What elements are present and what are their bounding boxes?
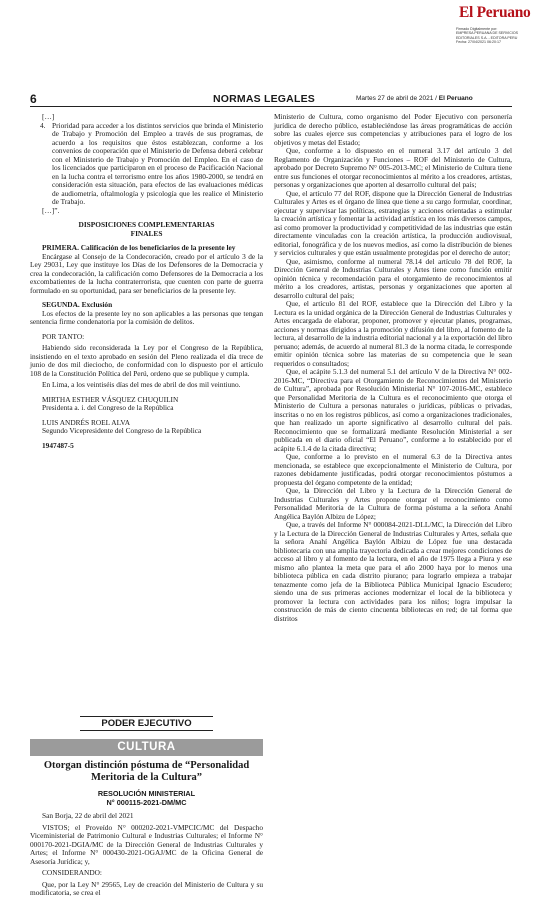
paragraph: Que, asimismo, conforme al numeral 78.14 del artículo 78 del ROF, la Dirección General de Industrias Culturales y Artes tiene como función emitir opinión técnica y recomendación para el otorgamiento de reconocimientos al mérito a los creadores, artistas, personas y organizaciones que aporten al desarrollo cultural del país; xyxy=(274,256,512,300)
considerando-paragraph: Que, por la Ley N° 29565, Ley de creación del Ministerio de Cultura y su modificatoria, se crea el xyxy=(30,879,263,897)
paragraph: Que, a través del Informe N° 000084-2021-DLL/MC, la Dirección del Libro y la Lectura de la Dirección General de Industrias Culturales y Artes, señala que la señora Anahí Angélica Baylón Albizu de López fue una destacada bibliotecaria con una amplia trayectoria dedicada a crear mejores condiciones de acceso al libro y al fomento de la lectura, en el año de 1975 llega a Piura y ese mismo año plantea la meta que para el año 2000 haya por lo menos una biblioteca pública en cada distrito piurano; para lograrlo empieza a trabajar tenazmente como jefa de la Biblioteca Pública Municipal Ignacio Escudero; siendo una de sus primeras acciones modernizar el local de la biblioteca y promover la lectura con actividades para los niños; logra impulsar la construcción de más de ciento cincuenta bibliotecas en red; de tal forma que distritos xyxy=(274,520,512,623)
resolution-type: RESOLUCIÓN MINISTERIAL xyxy=(97,789,196,798)
signature-line: Fecha: 27/04/2021 06:20:17 xyxy=(456,40,501,45)
article-date: San Borja, 22 de abril del 2021 xyxy=(42,811,134,820)
segunda-text: Los efectos de la presente ley no son aplicables a las personas que tengan sentencia firme condenatoria por la comisión de delitos. xyxy=(30,308,263,326)
issue-date xyxy=(356,95,473,102)
dispositions-heading: DISPOSICIONES COMPLEMENTARIAS xyxy=(78,220,215,229)
signatory-name-1: MIRTHA ESTHER VÁSQUEZ CHUQUILIN xyxy=(42,394,179,404)
signature-line: Firmado Digitalmente por: xyxy=(456,27,498,31)
paragraph: Ministerio de Cultura, como organismo del Poder Ejecutivo con personería jurídica de derecho público, estableciéndose las áreas programáticas de acción sobre las cuales ejerce sus competencias y atribuciones para el logro de los objetivos y metas del Estado; xyxy=(274,112,512,147)
primera-text: Encárgase al Consejo de la Condecoración, creado por el artículo 3 de la Ley 29031, Ley que instituye los Días de los Defensores de la Democracia y crea la condecoración, la calificación como Defensores de la Democracia a los excombatientes de la lucha contraterrorista, que cuenten con parte de guerra formulado en su oportunidad, para ser beneficiarios de la presente ley. xyxy=(30,251,263,295)
right-column xyxy=(274,113,512,623)
left-column xyxy=(30,113,263,450)
cultura-section-band: CULTURA xyxy=(30,739,263,756)
article-title: Otorgan distinción póstuma de “Personalidad Meritoria de la Cultura” xyxy=(43,760,250,783)
signatory-role-2: Segundo Vicepresidente del Congreso de la República xyxy=(42,426,202,435)
por-tanto-label: POR TANTO: xyxy=(42,331,85,341)
paragraph: Que, el artículo 81 del ROF, establece que la Dirección del Libro y la Lectura es la unidad orgánica de la Dirección General de Industrias Culturales y Artes encargada de elaborar, proponer, promover y ejecutar planes, programas, acciones y normas dirigidos a la promoción y difusión del libro, al fomento de la lectura, al desarrollo de la industria editorial nacional y a la exportación del libro peruano; además, de acuerdo al numeral 81.3 de la norma citada, le corresponde emitir opinión técnica sobre las materias de su competencia que le sean requeridos o consultados; xyxy=(274,299,512,368)
dispositions-heading-2: FINALES xyxy=(130,228,163,238)
considerando-label: CONSIDERANDO: xyxy=(42,868,102,877)
lima-text: En Lima, a los veintiséis días del mes de abril de dos mil veintiuno. xyxy=(42,380,241,389)
resolution-number: N° 000115-2021-DM/MC xyxy=(106,797,187,807)
paragraph: Que, el artículo 77 del ROF, dispone que la Dirección General de Industrias Culturales y Artes es el órgano de línea que tiene a su cargo formular, coordinar, ejecutar y supervisar las políticas, estrategias y acciones orientadas a estimular la creación artística y fomentar la actividad artística en los más diversos campos, así como promover la productividad y competitividad de las industrias que están directamente vinculadas con la creación artística, la producción audiovisual, editorial, fonográfica y de los nuevos medios, así como la distribución de bienes y servicios culturales y que están usualmente protegidas por el derecho de autor; xyxy=(274,188,512,257)
por-tanto-text: Habiendo sido reconsiderada la Ley por el Congreso de la República, insistiendo en el texto aprobado en sesión del Pleno realizada el día trece de junio de dos mil dieciocho, de conformidad con lo dispuesto por el artículo 108 de la Constitución Política del Perú, ordeno que se publique y cumpla. xyxy=(30,343,263,378)
signature-line: EDITORIALES S.A. - EDITORA PERU xyxy=(456,35,518,40)
list-text: Prioridad para acceder a los distintos servicios que brinda el Ministerio de Trabajo y Promoción del Empleo a través de sus programas, de acuerdo a los requisitos que éstos establezcan, conforme a los convenios de cooperación que el Ministerio de Defensa deberá celebrar con el Ministerio de Trabajo y Promoción del Empleo. En el caso de los licenciados que participaron en el proceso de Pacificación Nacional en la lucha contra el terrorismo entre los años 1980-2000, se tendrá en consideración esta situación, para efectos de las evaluaciones médicas de audiometría, oftalmología y psicología que les realice el Ministerio de Trabajo. xyxy=(52,120,263,206)
reference-number: 1947487-5 xyxy=(42,440,74,450)
list-item xyxy=(40,122,263,207)
signature-line: EMPRESA PERUANA DE SERVICIOS xyxy=(456,31,519,36)
left-column-article xyxy=(30,812,263,898)
paragraph: Que, conforme a lo dispuesto en el numeral 3.17 del artículo 3 del Reglamento de Organización y Funciones – ROF del Ministerio de Cultura, aprobado por Decreto Supremo N° 005-2013-MC; el Ministerio de Cultura tiene entre sus funciones el otorgar reconocimientos al mérito a los creadores, artistas, personas y organizaciones que aporten al desarrollo cultural del país; xyxy=(274,146,512,189)
resolution-title xyxy=(30,790,263,807)
segunda-title: SEGUNDA. Exclusión xyxy=(42,300,113,309)
list-number: 4. xyxy=(40,120,46,130)
ellipsis-bottom: […]”. xyxy=(42,205,60,215)
header-rule xyxy=(30,106,512,107)
primera-title: PRIMERA. Calificación de los beneficiarios de la presente ley xyxy=(42,243,236,252)
newspaper-logo: El Peruano xyxy=(459,4,531,21)
date-text: Martes 27 de abril de 2021 / xyxy=(356,95,437,102)
digital-signature-stamp xyxy=(456,27,518,45)
ellipsis-top: […] xyxy=(42,112,55,121)
page-number: 6 xyxy=(30,92,37,106)
poder-ejecutivo-label: PODER EJECUTIVO xyxy=(80,716,213,731)
paragraph: Que, el acápite 5.1.3 del numeral 5.1 del artículo V de la Directiva N° 002-2016-MC, “Directiva para el Otorgamiento de Reconocimientos del Ministerio de Cultura”, aprobada por Resolución Ministerial N° 107-2016-MC, establece que Personalidad Meritoria de la Cultura es el reconocimiento que otorga el Ministerio de Cultura a personas naturales o jurídicas, públicas o privadas, inscritas o no en los registros públicos, así como a organizaciones tradicionales, que han realizado un aporte significativo al desarrollo cultural del país. Reconocimiento que se formalizará mediante Resolución Ministerial a ser publicada en el diario oficial “El Peruano”, conforme a lo establecido por el acápite 6.1.4 de la citada directiva; xyxy=(274,367,512,453)
vistos-paragraph: VISTOS; el Proveído N° 000202-2021-VMPCIC/MC del Despacho Viceministerial de Patrimonio Cultural e Industrias Culturales; el Informe N° 000170-2021-DGIA/MC de la Dirección General de Industrias Culturales y Artes; el Informe N° 000430-2021-OGAJ/MC de la Oficina General de Asesoría Jurídica; y, xyxy=(30,822,263,866)
paragraph: Que, la Dirección del Libro y la Lectura de la Dirección General de Industrias Culturales y Artes propone otorgar el reconocimiento como Personalidad Meritoria de la Cultura de forma póstuma a la señora Anahí Angélica Baylón Albizu de López; xyxy=(274,486,512,521)
paper-name: El Peruano xyxy=(438,95,473,102)
section-title: NORMAS LEGALES xyxy=(213,93,315,105)
signatory-role-1: Presidenta a. i. del Congreso de la República xyxy=(42,403,174,412)
paragraph: Que, conforme a lo previsto en el numeral 6.3 de la Directiva antes mencionada, se establece que excepcionalmente el Ministerio de Cultura, por razones debidamente justificadas, podrá otorgar reconocimientos póstumos a propuesta del órgano competente de la entidad; xyxy=(274,452,512,487)
signatory-name-2: LUIS ANDRÉS ROEL ALVA xyxy=(42,417,131,427)
